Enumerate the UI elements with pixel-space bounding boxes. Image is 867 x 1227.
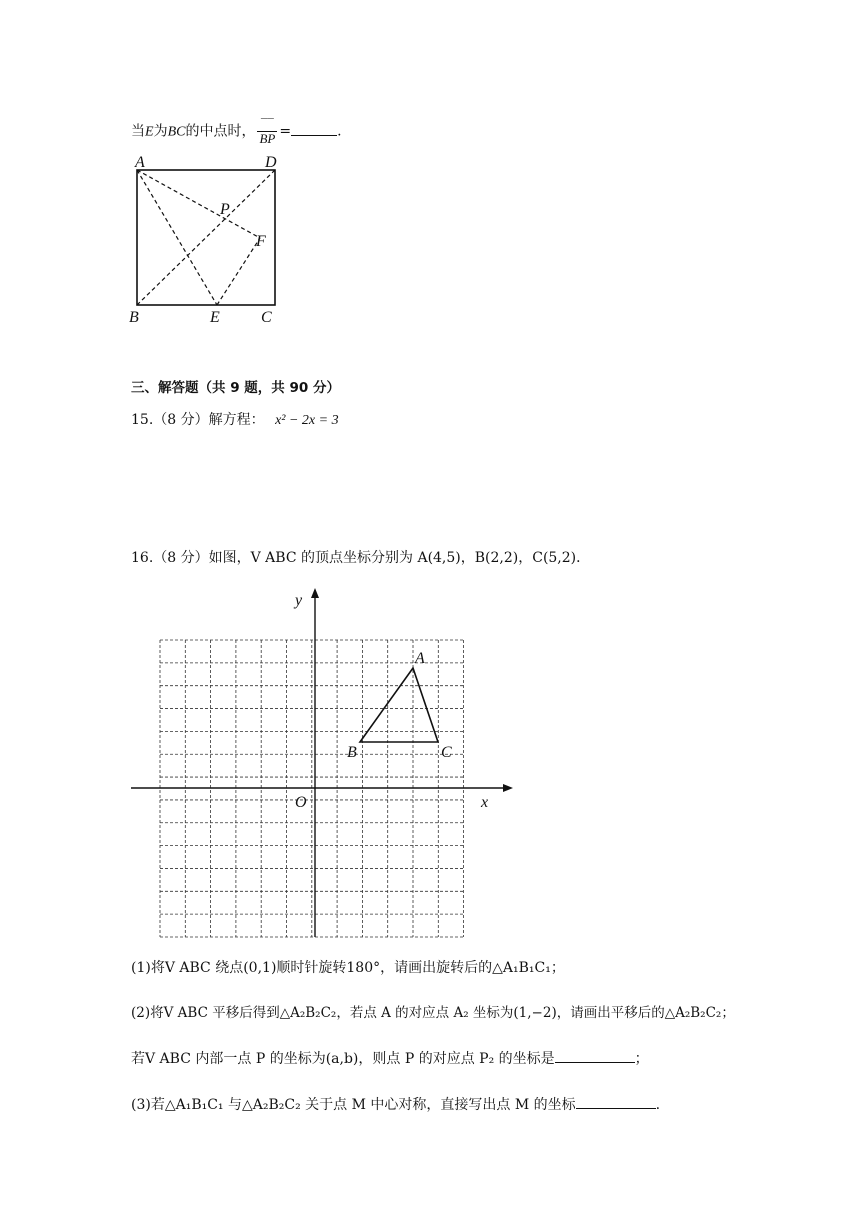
q14-var-e: E <box>145 124 154 140</box>
coordinate-grid <box>125 585 525 945</box>
line-af <box>137 170 260 238</box>
q14-mid2: 的中点时， <box>185 123 256 140</box>
label-x: x <box>481 794 489 811</box>
line-ae <box>137 170 217 305</box>
q16-p2-answer-blank[interactable] <box>555 1048 635 1063</box>
label-y: y <box>295 592 303 609</box>
label-c: C <box>261 309 272 326</box>
q15-number: 15.（8 分）解方程： <box>131 412 265 428</box>
label-c: C <box>441 744 452 761</box>
q14-frac-num: ‾‾ <box>257 118 277 132</box>
y-axis-arrow <box>311 588 319 598</box>
q14-equals: = <box>279 123 292 140</box>
label-b: B <box>129 309 139 326</box>
square-diagram <box>125 150 295 330</box>
label-a: A <box>135 154 145 171</box>
q15-equation: x² − 2x = 3 <box>275 413 339 428</box>
q16-m-answer-blank[interactable] <box>576 1094 656 1109</box>
q16-part2: (2)将V ABC 平移后得到△A₂B₂C₂，若点 A 的对应点 A₂ 坐标为(1,−2)，请画出平移后的△A₂B₂C₂； <box>131 1005 735 1021</box>
q14-frac-den: BP <box>259 131 276 146</box>
q14-mid1: 为 <box>153 123 168 140</box>
q14-answer-blank[interactable] <box>291 121 337 136</box>
q14-period: . <box>337 123 342 140</box>
label-d: D <box>265 154 277 171</box>
label-f: F <box>256 233 266 250</box>
section-3-title: 三、解答题（共 9 题，共 90 分） <box>131 380 340 396</box>
triangle-abc <box>360 668 438 742</box>
q14-var-bc: BC <box>167 124 186 140</box>
label-a: A <box>415 650 425 667</box>
q16-part2b-end: ； <box>634 1051 649 1067</box>
q16-part3-text: (3)若△A₁B₁C₁ 与△A₂B₂C₂ 关于点 M 中心对称，直接写出点 M 的坐标 <box>131 1097 576 1113</box>
label-o: O <box>295 794 307 811</box>
label-b: B <box>347 744 357 761</box>
label-p: P <box>220 201 230 218</box>
line-ef <box>217 238 260 305</box>
q14-text <box>131 118 342 145</box>
q16-part2b <box>131 1048 649 1069</box>
q16-part3-end: . <box>655 1097 661 1113</box>
q16-intro: 16.（8 分）如图，V ABC 的顶点坐标分别为 A(4,5)，B(2,2)，C(5,2)． <box>131 550 591 566</box>
q16-part1: (1)将V ABC 绕点(0,1)顺时针旋转180°，请画出旋转后的△A₁B₁C₁； <box>131 960 565 976</box>
x-axis-arrow <box>503 784 513 792</box>
q14-fraction <box>257 118 277 145</box>
diagonal-bd <box>137 170 275 305</box>
label-e: E <box>210 309 220 326</box>
q16-part2b-text: 若V ABC 内部一点 P 的坐标为(a,b)，则点 P 的对应点 P₂ 的坐标是 <box>131 1051 555 1067</box>
q15-text <box>131 410 339 431</box>
q16-part3 <box>131 1094 660 1115</box>
q14-prefix: 当 <box>131 123 145 140</box>
